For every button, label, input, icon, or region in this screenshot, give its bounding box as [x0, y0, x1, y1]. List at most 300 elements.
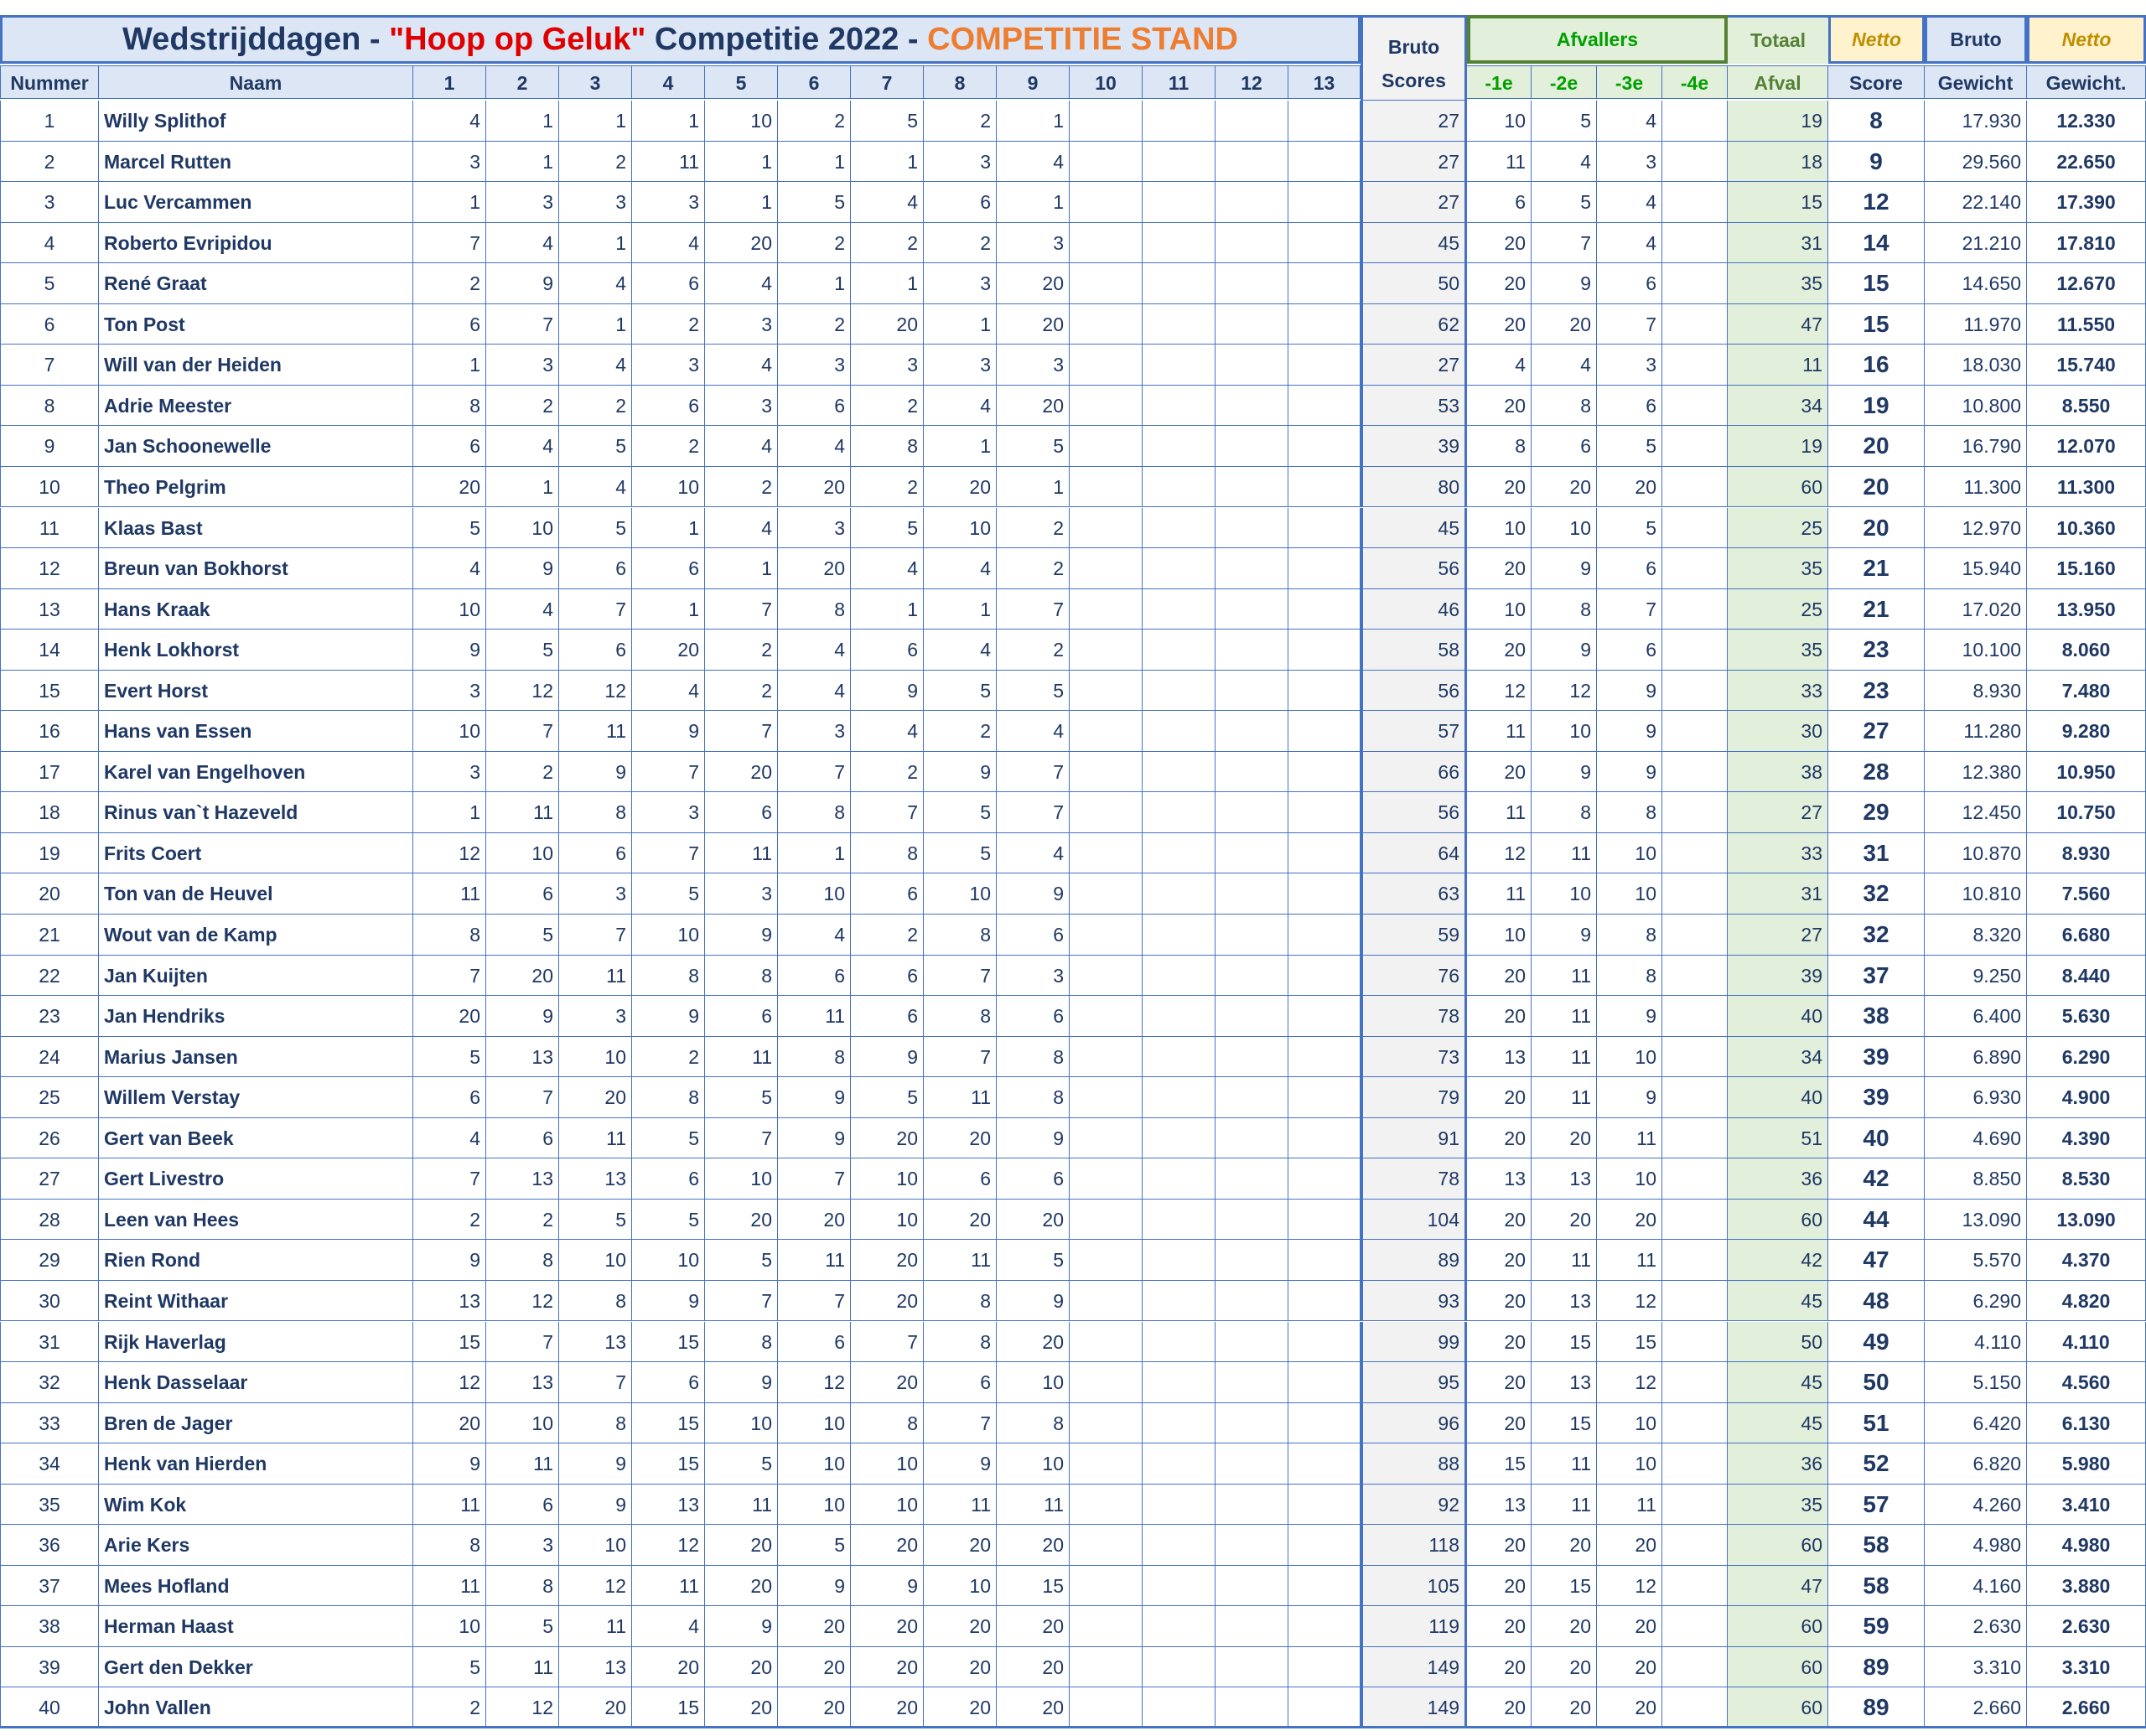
cell-day-7[interactable]: 9 [851, 671, 924, 712]
column-header-scores[interactable]: Scores [1361, 64, 1467, 101]
cell-afval[interactable]: 30 [1728, 711, 1828, 752]
cell-day-6[interactable]: 3 [778, 508, 851, 549]
cell-day-5[interactable]: 7 [705, 1118, 778, 1159]
cell-day-4[interactable]: 20 [632, 630, 705, 671]
cell-day-3[interactable]: 11 [559, 956, 632, 997]
cell-day-12[interactable] [1216, 1281, 1288, 1322]
cell-day-8[interactable]: 20 [924, 1687, 997, 1728]
cell-naam[interactable]: Ton van de Heuvel [99, 873, 413, 915]
cell-day-4[interactable]: 3 [632, 182, 705, 223]
cell-nummer[interactable]: 4 [0, 223, 99, 264]
cell-day-2[interactable]: 12 [486, 671, 559, 712]
cell-day-10[interactable] [1070, 182, 1143, 223]
cell-drop-3[interactable]: 5 [1597, 508, 1662, 549]
cell-bruto-scores[interactable]: 27 [1361, 101, 1467, 142]
cell-day-2[interactable]: 3 [486, 182, 559, 223]
cell-day-5[interactable]: 1 [705, 548, 778, 589]
cell-day-11[interactable] [1143, 1158, 1216, 1200]
cell-drop-4[interactable] [1662, 345, 1728, 386]
cell-drop-1[interactable]: 4 [1467, 345, 1532, 386]
column-header-day-5[interactable]: 5 [705, 65, 778, 99]
cell-day-7[interactable]: 4 [851, 711, 924, 752]
cell-bruto-gewicht[interactable]: 8.320 [1925, 915, 2027, 956]
cell-netto-score[interactable]: 58 [1828, 1566, 1925, 1607]
cell-drop-3[interactable]: 10 [1597, 873, 1662, 915]
cell-drop-3[interactable]: 11 [1597, 1118, 1662, 1159]
column-header-day-7[interactable]: 7 [851, 65, 924, 99]
cell-day-1[interactable]: 9 [413, 1443, 486, 1485]
cell-day-4[interactable]: 3 [632, 792, 705, 833]
cell-drop-2[interactable]: 15 [1532, 1566, 1597, 1607]
cell-naam[interactable]: Jan Kuijten [99, 956, 413, 997]
cell-day-12[interactable] [1216, 304, 1288, 345]
cell-drop-4[interactable] [1662, 1443, 1728, 1485]
cell-day-3[interactable]: 11 [559, 1118, 632, 1159]
cell-day-13[interactable] [1288, 1566, 1361, 1607]
cell-day-3[interactable]: 1 [559, 304, 632, 345]
cell-day-5[interactable]: 7 [705, 589, 778, 630]
cell-netto-score[interactable]: 15 [1828, 263, 1925, 304]
cell-nummer[interactable]: 12 [0, 548, 99, 589]
cell-day-12[interactable] [1216, 1647, 1288, 1688]
cell-day-3[interactable]: 2 [559, 142, 632, 183]
cell-day-12[interactable] [1216, 589, 1288, 630]
cell-day-4[interactable]: 9 [632, 1281, 705, 1322]
cell-day-12[interactable] [1216, 386, 1288, 427]
cell-day-9[interactable]: 1 [997, 101, 1070, 142]
cell-day-7[interactable]: 6 [851, 996, 924, 1037]
cell-day-12[interactable] [1216, 1037, 1288, 1078]
cell-bruto-gewicht[interactable]: 4.160 [1925, 1566, 2027, 1607]
cell-day-7[interactable]: 8 [851, 833, 924, 874]
cell-day-10[interactable] [1070, 630, 1143, 671]
cell-netto-gewicht[interactable]: 7.480 [2027, 671, 2146, 712]
cell-day-11[interactable] [1143, 386, 1216, 427]
cell-drop-4[interactable] [1662, 1525, 1728, 1566]
cell-day-1[interactable]: 8 [413, 915, 486, 956]
cell-drop-1[interactable]: 11 [1467, 873, 1532, 915]
cell-day-3[interactable]: 9 [559, 1485, 632, 1526]
cell-drop-3[interactable]: 8 [1597, 915, 1662, 956]
cell-day-10[interactable] [1070, 671, 1143, 712]
cell-drop-2[interactable]: 9 [1532, 630, 1597, 671]
cell-nummer[interactable]: 32 [0, 1362, 99, 1403]
cell-bruto-scores[interactable]: 93 [1361, 1281, 1467, 1322]
cell-netto-gewicht[interactable]: 22.650 [2027, 142, 2146, 183]
cell-day-4[interactable]: 5 [632, 1118, 705, 1159]
cell-day-1[interactable]: 10 [413, 1606, 486, 1647]
cell-bruto-gewicht[interactable]: 3.310 [1925, 1647, 2027, 1688]
cell-afval[interactable]: 42 [1728, 1240, 1828, 1281]
cell-drop-3[interactable]: 6 [1597, 548, 1662, 589]
cell-day-4[interactable]: 2 [632, 1037, 705, 1078]
cell-day-1[interactable]: 9 [413, 630, 486, 671]
cell-drop-1[interactable]: 20 [1467, 1240, 1532, 1281]
cell-drop-1[interactable]: 10 [1467, 589, 1532, 630]
cell-day-12[interactable] [1216, 1443, 1288, 1485]
cell-drop-2[interactable]: 20 [1532, 304, 1597, 345]
cell-netto-gewicht[interactable]: 7.560 [2027, 873, 2146, 915]
cell-day-8[interactable]: 1 [924, 589, 997, 630]
cell-drop-4[interactable] [1662, 833, 1728, 874]
cell-naam[interactable]: Will van der Heiden [99, 345, 413, 386]
cell-day-13[interactable] [1288, 996, 1361, 1037]
cell-day-3[interactable]: 10 [559, 1525, 632, 1566]
cell-drop-1[interactable]: 20 [1467, 1687, 1532, 1728]
cell-day-1[interactable]: 2 [413, 1687, 486, 1728]
cell-day-12[interactable] [1216, 996, 1288, 1037]
cell-day-3[interactable]: 8 [559, 1403, 632, 1444]
cell-drop-2[interactable]: 5 [1532, 182, 1597, 223]
cell-day-8[interactable]: 20 [924, 1118, 997, 1159]
cell-day-11[interactable] [1143, 1077, 1216, 1118]
cell-netto-gewicht[interactable]: 8.530 [2027, 1158, 2146, 1200]
cell-day-4[interactable]: 2 [632, 426, 705, 467]
cell-drop-4[interactable] [1662, 671, 1728, 712]
cell-drop-4[interactable] [1662, 956, 1728, 997]
cell-day-4[interactable]: 4 [632, 223, 705, 264]
cell-netto-score[interactable]: 14 [1828, 223, 1925, 264]
cell-naam[interactable]: Gert Livestro [99, 1158, 413, 1200]
cell-bruto-scores[interactable]: 62 [1361, 304, 1467, 345]
cell-day-10[interactable] [1070, 548, 1143, 589]
cell-naam[interactable]: Willem Verstay [99, 1077, 413, 1118]
cell-day-9[interactable]: 1 [997, 467, 1070, 508]
cell-day-9[interactable]: 5 [997, 671, 1070, 712]
cell-nummer[interactable]: 2 [0, 142, 99, 183]
cell-netto-gewicht[interactable]: 12.330 [2027, 101, 2146, 142]
cell-day-8[interactable]: 6 [924, 1362, 997, 1403]
cell-day-7[interactable]: 6 [851, 956, 924, 997]
cell-afval[interactable]: 31 [1728, 223, 1828, 264]
cell-day-11[interactable] [1143, 671, 1216, 712]
cell-nummer[interactable]: 20 [0, 873, 99, 915]
cell-day-7[interactable]: 6 [851, 630, 924, 671]
cell-drop-1[interactable]: 20 [1467, 1322, 1532, 1363]
cell-drop-4[interactable] [1662, 915, 1728, 956]
cell-day-2[interactable]: 3 [486, 345, 559, 386]
cell-day-1[interactable]: 3 [413, 671, 486, 712]
cell-day-1[interactable]: 10 [413, 711, 486, 752]
cell-day-7[interactable]: 20 [851, 1525, 924, 1566]
cell-day-13[interactable] [1288, 752, 1361, 793]
cell-day-4[interactable]: 6 [632, 548, 705, 589]
cell-day-3[interactable]: 11 [559, 711, 632, 752]
cell-drop-2[interactable]: 10 [1532, 508, 1597, 549]
cell-day-2[interactable]: 13 [486, 1362, 559, 1403]
cell-naam[interactable]: Ton Post [99, 304, 413, 345]
cell-day-6[interactable]: 2 [778, 101, 851, 142]
cell-afval[interactable]: 36 [1728, 1443, 1828, 1485]
cell-day-6[interactable]: 1 [778, 142, 851, 183]
cell-netto-gewicht[interactable]: 13.950 [2027, 589, 2146, 630]
cell-drop-4[interactable] [1662, 996, 1728, 1037]
cell-bruto-scores[interactable]: 56 [1361, 548, 1467, 589]
cell-day-6[interactable]: 11 [778, 1240, 851, 1281]
cell-bruto-scores[interactable]: 39 [1361, 426, 1467, 467]
cell-day-11[interactable] [1143, 1566, 1216, 1607]
cell-nummer[interactable]: 25 [0, 1077, 99, 1118]
cell-nummer[interactable]: 33 [0, 1403, 99, 1444]
cell-drop-2[interactable]: 5 [1532, 101, 1597, 142]
cell-day-2[interactable]: 5 [486, 915, 559, 956]
cell-day-12[interactable] [1216, 1566, 1288, 1607]
column-header-drop-2[interactable]: -2e [1532, 65, 1597, 99]
cell-day-12[interactable] [1216, 467, 1288, 508]
cell-nummer[interactable]: 30 [0, 1281, 99, 1322]
cell-nummer[interactable]: 3 [0, 182, 99, 223]
cell-bruto-gewicht[interactable]: 12.380 [1925, 752, 2027, 793]
cell-day-2[interactable]: 11 [486, 1647, 559, 1688]
cell-naam[interactable]: Bren de Jager [99, 1403, 413, 1444]
cell-afval[interactable]: 33 [1728, 671, 1828, 712]
cell-netto-gewicht[interactable]: 4.560 [2027, 1362, 2146, 1403]
cell-day-3[interactable]: 3 [559, 873, 632, 915]
cell-day-3[interactable]: 5 [559, 426, 632, 467]
cell-day-7[interactable]: 20 [851, 1606, 924, 1647]
cell-afval[interactable]: 38 [1728, 752, 1828, 793]
cell-day-12[interactable] [1216, 1240, 1288, 1281]
cell-day-6[interactable]: 7 [778, 1281, 851, 1322]
cell-day-7[interactable]: 2 [851, 386, 924, 427]
cell-drop-3[interactable]: 12 [1597, 1281, 1662, 1322]
cell-drop-1[interactable]: 13 [1467, 1158, 1532, 1200]
cell-drop-3[interactable]: 4 [1597, 101, 1662, 142]
cell-day-8[interactable]: 3 [924, 142, 997, 183]
cell-bruto-gewicht[interactable]: 12.450 [1925, 792, 2027, 833]
cell-day-9[interactable]: 4 [997, 142, 1070, 183]
column-header-day-9[interactable]: 9 [997, 65, 1070, 99]
cell-drop-3[interactable]: 10 [1597, 1158, 1662, 1200]
cell-day-5[interactable]: 1 [705, 182, 778, 223]
cell-drop-1[interactable]: 20 [1467, 1566, 1532, 1607]
cell-drop-1[interactable]: 10 [1467, 508, 1532, 549]
cell-bruto-gewicht[interactable]: 10.870 [1925, 833, 2027, 874]
cell-netto-gewicht[interactable]: 2.660 [2027, 1687, 2146, 1728]
cell-day-3[interactable]: 13 [559, 1158, 632, 1200]
cell-day-3[interactable]: 1 [559, 223, 632, 264]
column-header-day-4[interactable]: 4 [632, 65, 705, 99]
cell-day-12[interactable] [1216, 711, 1288, 752]
cell-day-7[interactable]: 5 [851, 1077, 924, 1118]
cell-day-12[interactable] [1216, 1525, 1288, 1566]
cell-day-4[interactable]: 4 [632, 671, 705, 712]
cell-day-8[interactable]: 11 [924, 1485, 997, 1526]
cell-naam[interactable]: Adrie Meester [99, 386, 413, 427]
cell-drop-2[interactable]: 20 [1532, 1687, 1597, 1728]
cell-drop-4[interactable] [1662, 1362, 1728, 1403]
cell-day-13[interactable] [1288, 101, 1361, 142]
cell-drop-3[interactable]: 11 [1597, 1485, 1662, 1526]
cell-drop-1[interactable]: 20 [1467, 1118, 1532, 1159]
cell-naam[interactable]: Henk Lokhorst [99, 630, 413, 671]
cell-drop-3[interactable]: 20 [1597, 1606, 1662, 1647]
cell-day-9[interactable]: 4 [997, 711, 1070, 752]
cell-drop-2[interactable]: 20 [1532, 1647, 1597, 1688]
cell-drop-1[interactable]: 20 [1467, 1647, 1532, 1688]
cell-day-2[interactable]: 8 [486, 1240, 559, 1281]
cell-bruto-gewicht[interactable]: 11.300 [1925, 467, 2027, 508]
cell-day-9[interactable]: 6 [997, 1158, 1070, 1200]
cell-naam[interactable]: Hans Kraak [99, 589, 413, 630]
cell-day-5[interactable]: 4 [705, 426, 778, 467]
cell-bruto-gewicht[interactable]: 29.560 [1925, 142, 2027, 183]
cell-netto-score[interactable]: 89 [1828, 1687, 1925, 1728]
cell-day-5[interactable]: 6 [705, 792, 778, 833]
cell-day-2[interactable]: 3 [486, 1525, 559, 1566]
cell-day-9[interactable]: 7 [997, 589, 1070, 630]
cell-bruto-scores[interactable]: 89 [1361, 1240, 1467, 1281]
cell-drop-3[interactable]: 6 [1597, 630, 1662, 671]
cell-nummer[interactable]: 9 [0, 426, 99, 467]
cell-day-2[interactable]: 4 [486, 223, 559, 264]
cell-drop-4[interactable] [1662, 548, 1728, 589]
cell-drop-2[interactable]: 11 [1532, 833, 1597, 874]
cell-day-6[interactable]: 12 [778, 1362, 851, 1403]
cell-day-5[interactable]: 4 [705, 263, 778, 304]
cell-day-6[interactable]: 3 [778, 711, 851, 752]
cell-netto-gewicht[interactable]: 3.310 [2027, 1647, 2146, 1688]
cell-bruto-gewicht[interactable]: 6.930 [1925, 1077, 2027, 1118]
cell-naam[interactable]: Breun van Bokhorst [99, 548, 413, 589]
cell-day-4[interactable]: 11 [632, 142, 705, 183]
cell-day-12[interactable] [1216, 1118, 1288, 1159]
cell-day-8[interactable]: 1 [924, 304, 997, 345]
cell-netto-score[interactable]: 27 [1828, 711, 1925, 752]
cell-afval[interactable]: 34 [1728, 1037, 1828, 1078]
cell-day-13[interactable] [1288, 263, 1361, 304]
cell-day-9[interactable]: 20 [997, 1525, 1070, 1566]
cell-bruto-gewicht[interactable]: 21.210 [1925, 223, 2027, 264]
cell-day-7[interactable]: 9 [851, 1566, 924, 1607]
cell-drop-2[interactable]: 10 [1532, 711, 1597, 752]
cell-day-5[interactable]: 20 [705, 1525, 778, 1566]
cell-day-10[interactable] [1070, 956, 1143, 997]
cell-day-5[interactable]: 8 [705, 956, 778, 997]
cell-afval[interactable]: 60 [1728, 1687, 1828, 1728]
cell-day-1[interactable]: 12 [413, 833, 486, 874]
cell-day-4[interactable]: 6 [632, 1158, 705, 1200]
cell-day-7[interactable]: 5 [851, 508, 924, 549]
cell-day-8[interactable]: 2 [924, 223, 997, 264]
cell-drop-4[interactable] [1662, 1281, 1728, 1322]
cell-day-6[interactable]: 20 [778, 1687, 851, 1728]
cell-drop-3[interactable]: 20 [1597, 467, 1662, 508]
cell-day-3[interactable]: 10 [559, 1037, 632, 1078]
cell-bruto-scores[interactable]: 149 [1361, 1647, 1467, 1688]
cell-drop-4[interactable] [1662, 142, 1728, 183]
cell-day-13[interactable] [1288, 1647, 1361, 1688]
cell-drop-2[interactable]: 13 [1532, 1281, 1597, 1322]
cell-day-7[interactable]: 20 [851, 1362, 924, 1403]
cell-bruto-scores[interactable]: 80 [1361, 467, 1467, 508]
cell-day-3[interactable]: 10 [559, 1240, 632, 1281]
cell-day-11[interactable] [1143, 263, 1216, 304]
cell-day-10[interactable] [1070, 386, 1143, 427]
cell-drop-2[interactable]: 11 [1532, 1443, 1597, 1485]
cell-day-8[interactable]: 8 [924, 1322, 997, 1363]
cell-day-4[interactable]: 9 [632, 996, 705, 1037]
cell-drop-4[interactable] [1662, 1200, 1728, 1241]
cell-netto-score[interactable]: 52 [1828, 1443, 1925, 1485]
cell-day-13[interactable] [1288, 1485, 1361, 1526]
cell-day-7[interactable]: 7 [851, 792, 924, 833]
cell-day-5[interactable]: 5 [705, 1443, 778, 1485]
cell-day-2[interactable]: 7 [486, 1077, 559, 1118]
cell-drop-4[interactable] [1662, 1403, 1728, 1444]
cell-day-7[interactable]: 4 [851, 182, 924, 223]
cell-day-1[interactable]: 5 [413, 1647, 486, 1688]
cell-day-1[interactable]: 7 [413, 1158, 486, 1200]
cell-day-9[interactable]: 9 [997, 1281, 1070, 1322]
cell-drop-2[interactable]: 10 [1532, 873, 1597, 915]
cell-naam[interactable]: Rien Rond [99, 1240, 413, 1281]
cell-netto-gewicht[interactable]: 4.370 [2027, 1240, 2146, 1281]
cell-day-11[interactable] [1143, 508, 1216, 549]
cell-day-7[interactable]: 10 [851, 1485, 924, 1526]
cell-day-4[interactable]: 15 [632, 1322, 705, 1363]
cell-day-7[interactable]: 1 [851, 589, 924, 630]
cell-day-11[interactable] [1143, 304, 1216, 345]
cell-bruto-scores[interactable]: 96 [1361, 1403, 1467, 1444]
cell-day-6[interactable]: 2 [778, 223, 851, 264]
cell-day-6[interactable]: 20 [778, 1200, 851, 1241]
cell-day-10[interactable] [1070, 467, 1143, 508]
cell-day-3[interactable]: 3 [559, 996, 632, 1037]
cell-nummer[interactable]: 1 [0, 101, 99, 142]
column-header-day-8[interactable]: 8 [924, 65, 997, 99]
cell-netto-score[interactable]: 37 [1828, 956, 1925, 997]
cell-day-1[interactable]: 3 [413, 142, 486, 183]
cell-day-1[interactable]: 11 [413, 873, 486, 915]
cell-drop-3[interactable]: 12 [1597, 1566, 1662, 1607]
cell-netto-score[interactable]: 32 [1828, 915, 1925, 956]
cell-bruto-gewicht[interactable]: 6.290 [1925, 1281, 2027, 1322]
cell-day-6[interactable]: 7 [778, 752, 851, 793]
cell-nummer[interactable]: 35 [0, 1485, 99, 1526]
cell-day-1[interactable]: 7 [413, 956, 486, 997]
cell-day-6[interactable]: 9 [778, 1077, 851, 1118]
cell-day-6[interactable]: 6 [778, 956, 851, 997]
cell-day-7[interactable]: 3 [851, 345, 924, 386]
cell-bruto-gewicht[interactable]: 12.970 [1925, 508, 2027, 549]
cell-drop-2[interactable]: 8 [1532, 386, 1597, 427]
cell-netto-score[interactable]: 15 [1828, 304, 1925, 345]
cell-day-9[interactable]: 9 [997, 1118, 1070, 1159]
cell-afval[interactable]: 60 [1728, 1647, 1828, 1688]
cell-day-1[interactable]: 11 [413, 1566, 486, 1607]
cell-day-5[interactable]: 3 [705, 304, 778, 345]
cell-nummer[interactable]: 29 [0, 1240, 99, 1281]
cell-bruto-gewicht[interactable]: 17.020 [1925, 589, 2027, 630]
cell-day-3[interactable]: 13 [559, 1647, 632, 1688]
cell-day-5[interactable]: 7 [705, 711, 778, 752]
column-header-day-12[interactable]: 12 [1216, 65, 1288, 99]
cell-day-5[interactable]: 11 [705, 1037, 778, 1078]
cell-nummer[interactable]: 19 [0, 833, 99, 874]
cell-day-13[interactable] [1288, 873, 1361, 915]
cell-drop-2[interactable]: 20 [1532, 467, 1597, 508]
cell-drop-4[interactable] [1662, 1037, 1728, 1078]
cell-netto-score[interactable]: 44 [1828, 1200, 1925, 1241]
cell-day-7[interactable]: 10 [851, 1158, 924, 1200]
cell-bruto-gewicht[interactable]: 6.820 [1925, 1443, 2027, 1485]
cell-day-4[interactable]: 8 [632, 956, 705, 997]
cell-day-8[interactable]: 20 [924, 1606, 997, 1647]
cell-day-12[interactable] [1216, 1687, 1288, 1728]
cell-day-11[interactable] [1143, 1362, 1216, 1403]
cell-drop-4[interactable] [1662, 1322, 1728, 1363]
